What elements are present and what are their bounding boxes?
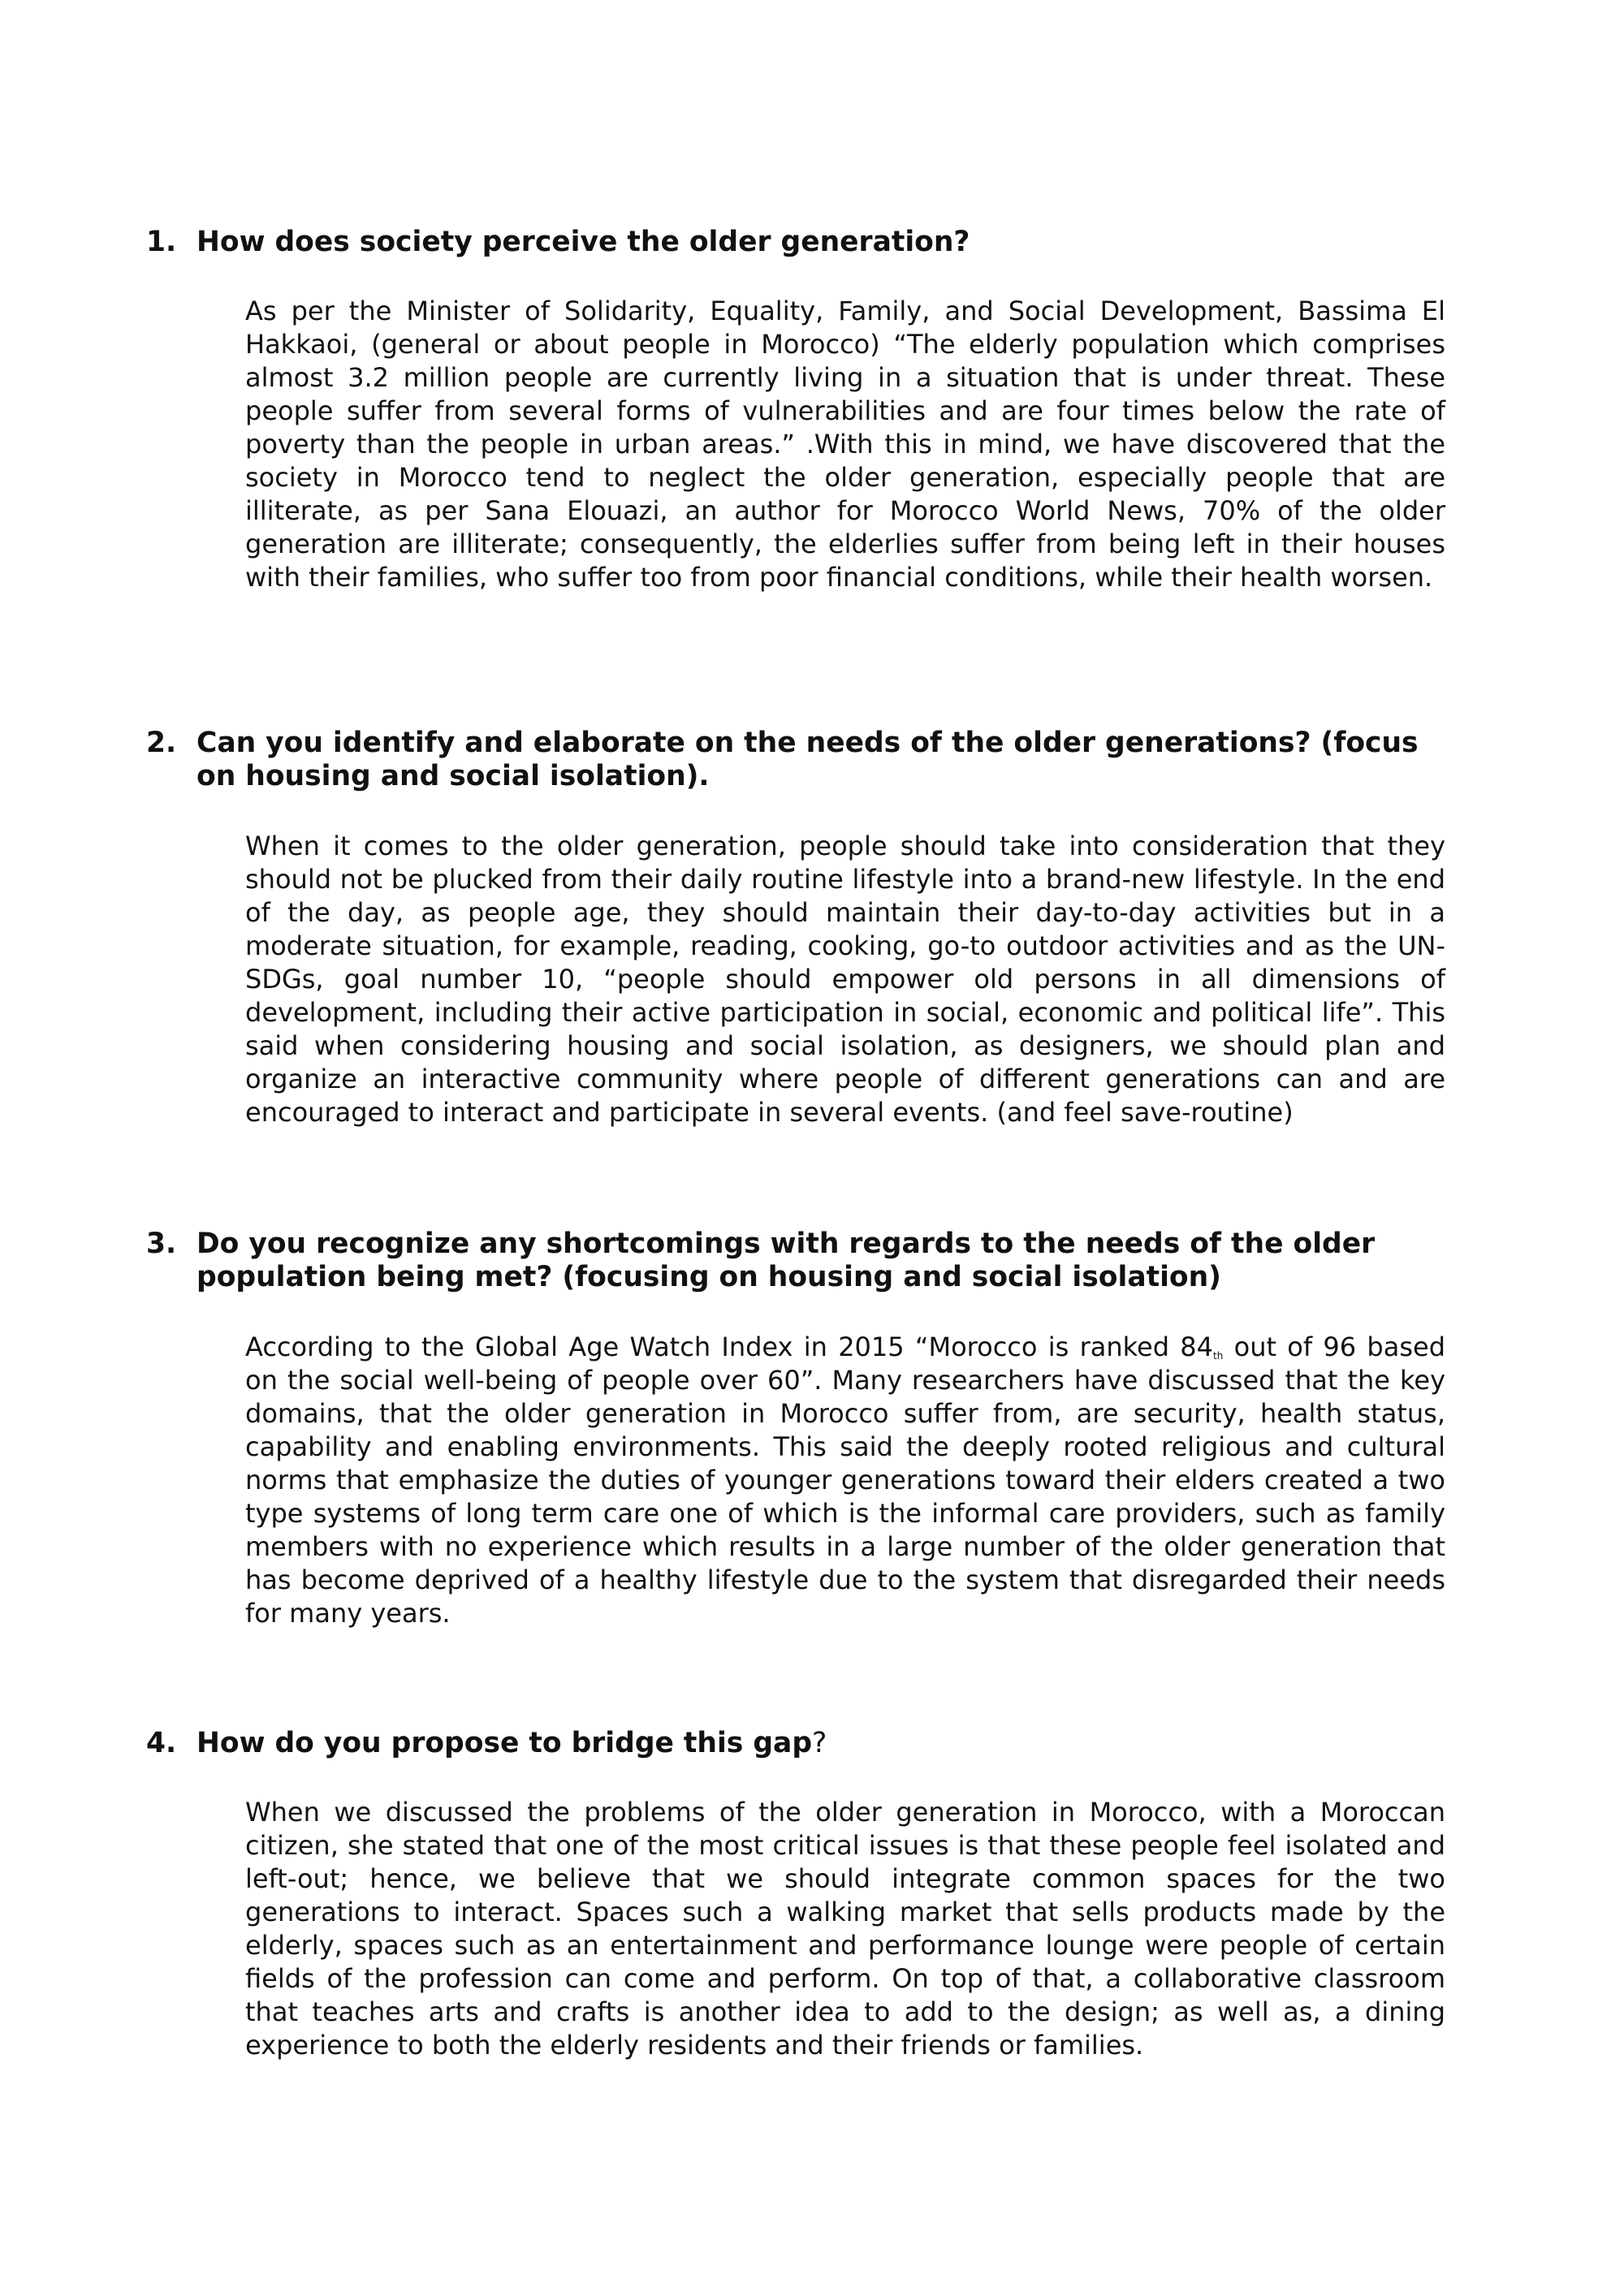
answer-3-part-2: out of 96 based on the social well-being of people over 60”. Many researchers have discussed that the key domains, that the older generation in Morocco suffer from, are security, health status, capability and enabling environments. This said the deeply rooted religious and cultural norms that emphasize the duties of younger generations toward their elders created a two type systems of long term care one of which is the informal care providers, such as family members with no experience which results in a large number of the older generation that has become deprived of a healthy lifestyle due to the system that disregarded their needs for many years. (245, 1331, 1446, 1629)
question-text-3 (197, 1228, 1445, 1294)
question-heading-4 (146, 1727, 1445, 1760)
question-heading-2 (146, 727, 1445, 793)
question-number-1: 1. (146, 226, 177, 258)
answer-paragraph-2: When it comes to the older generation, people should take into consideration that they should not be plucked from their daily routine lifestyle into a brand-new lifestyle. In the end of the day, as people age, they should maintain their day-to-day activities but in a moderate situation, for example, reading, cooking, go-to outdoor activities and as the UN-SDGs, goal number 10, “people should empower old persons in all dimensions of development, including their active participation in social, economic and political life”. This said when considering housing and social isolation, as designers, we should plan and organize an interactive community where people of different generations can and are encouraged to interact and participate in several events. (and feel save-routine) (245, 831, 1445, 1128)
question-trail-4: ? (812, 1727, 827, 1759)
question-heading-3 (146, 1228, 1445, 1294)
question-text-2 (197, 727, 1445, 793)
ordinal-suffix: th (1213, 1350, 1224, 1362)
question-section-3 (146, 1228, 1445, 1630)
question-section-2 (146, 727, 1445, 1129)
question-number-2: 2. (146, 727, 177, 759)
answer-paragraph-3 (245, 1331, 1445, 1630)
question-number-3: 3. (146, 1228, 177, 1260)
question-text-4 (197, 1727, 1445, 1760)
question-section-4 (146, 1727, 1445, 2062)
question-label-1: How does society perceive the older generation? (197, 226, 970, 258)
question-label-2: Can you identify and elaborate on the needs of the older generations? (focus on housing and social isolation). (197, 727, 1419, 792)
answer-paragraph-1: As per the Minister of Solidarity, Equality, Family, and Social Development, Bassima El Hakkaoi, (general or about people in Morocco) “The elderly population which comprises almost 3.2 million people are currently living in a situation that is under threat. These people suffer from several forms of vulnerabilities and are four times below the rate of poverty than the people in urban areas.” .With this in mind, we have discovered that the society in Morocco tend to neglect the older generation, especially people that are illiterate, as per Sana Elouazi, an author for Morocco World News, 70% of the older generation are illiterate; consequently, the elderlies suffer from being left in their houses with their families, who suffer too from poor financial conditions, while their health worsen. (245, 296, 1445, 593)
question-label-4: How do you propose to bridge this gap (197, 1727, 813, 1759)
answer-paragraph-4: When we discussed the problems of the older generation in Morocco, with a Moroccan citizen, she stated that one of the most critical issues is that these people feel isolated and left-out; hence, we believe that we should integrate common spaces for the two generations to interact. Spaces such a walking market that sells products made by the elderly, spaces such as an entertainment and performance lounge were people of certain fields of the profession can come and perform. On top of that, a collaborative classroom that teaches arts and crafts is another idea to add to the design; as well as, a dining experience to both the elderly residents and their friends or families. (245, 1797, 1445, 2061)
question-text-1 (197, 226, 1445, 259)
question-number-4: 4. (146, 1727, 177, 1759)
question-label-3: Do you recognize any shortcomings with regards to the needs of the older population being met? (focusing on housing and social isolation) (197, 1228, 1376, 1293)
answer-3-part-1: According to the Global Age Watch Index in 2015 “Morocco is ranked 84 (245, 1331, 1214, 1362)
question-heading-1 (146, 226, 1445, 259)
question-section-1 (146, 226, 1445, 594)
